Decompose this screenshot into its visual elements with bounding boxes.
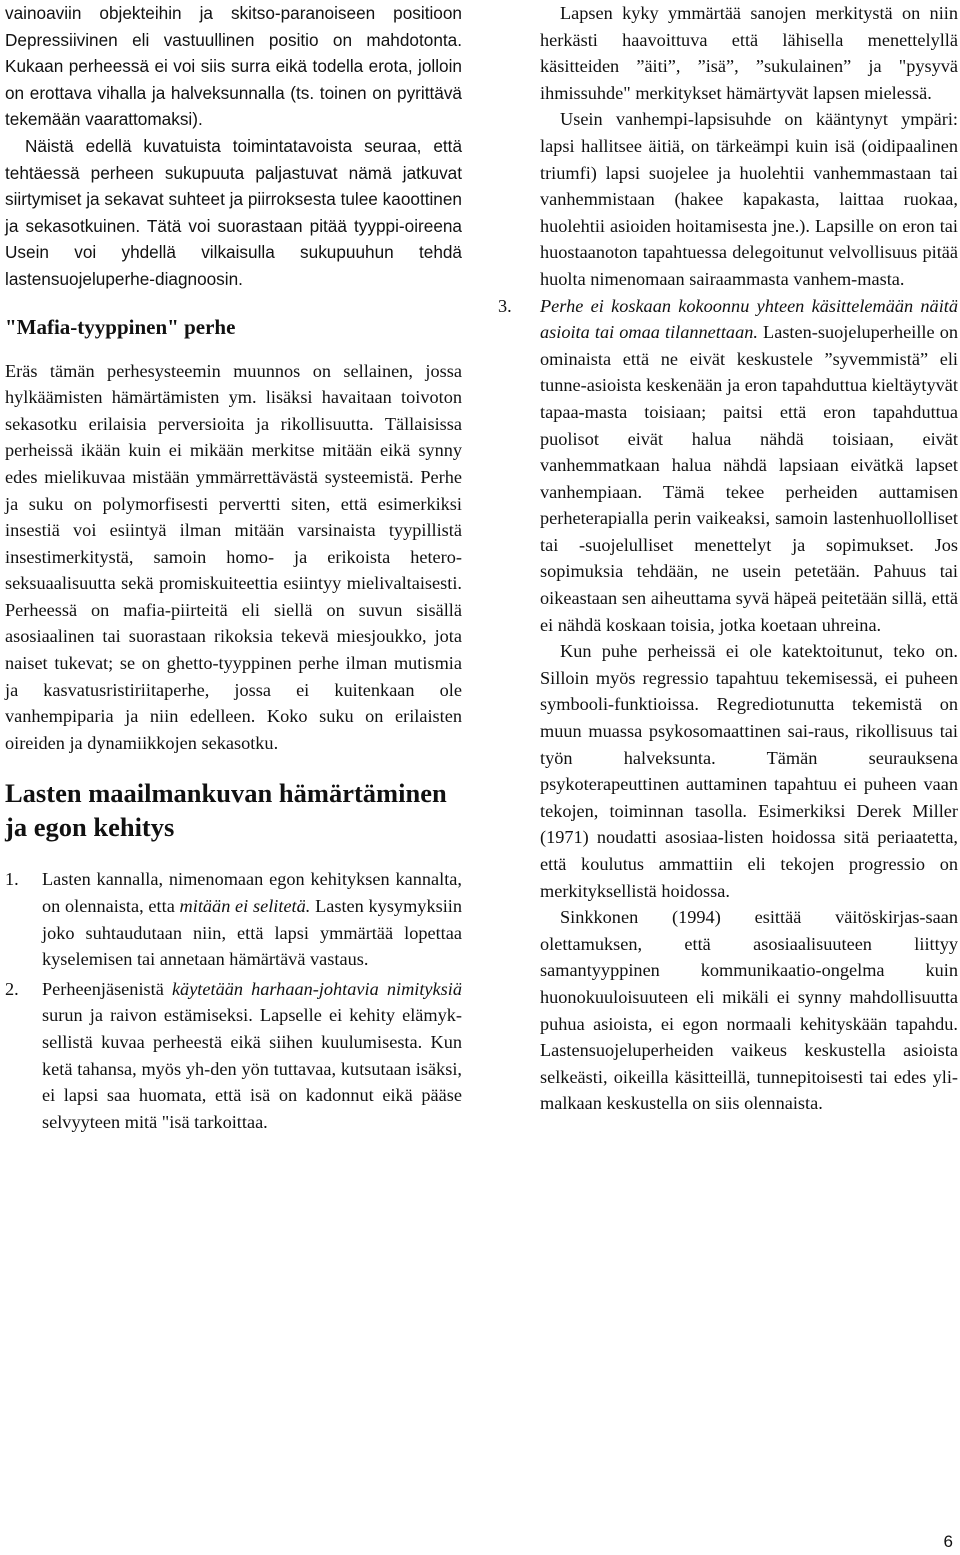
list-item <box>5 866 462 972</box>
list-number: 2. <box>5 978 19 999</box>
list-item-text: Lasten-suojeluperheille on ominaista että ne eivät keskustele ”syvemmistä” eli tunne-asioista keskenään ja eron tapahduttua kieltäytyvät tapaa-masta toisiaan; paitsi että eron tapahduttua puolisot eivät halua nähdä toisiaan, eivät vanhemmatkaan halua nähdä lapsiaan eivätkä lapset vanhempiaan. Tämä tekee perheiden auttamisen perheterapialla perin vaikeaksi, samoin lastenhuollolliset tai -suojelulliset menettelyt ja sopimukset. Jos sopimuksia tehdään, ne usein petetään. Pahuus tai oikeastaan sen aiheuttama syvä häpeä peitetään sillä, että ei nähdä koskaan toisia, jotka koetaan uhreina. <box>540 322 958 635</box>
numbered-list-right <box>498 293 958 639</box>
numbered-list-left <box>5 866 462 1135</box>
right-paragraph-4: Kun puhe perheissä ei ole katektoitunut, teko on. Silloin myös regressio tapahtuu tekemisessä, ei puheen symbooli-funktioissa. Regrediotunutta tekemistä on muun muassa psykosomaattinen sai-raus, rikollisuus tai työn halveksunta. Tämän seurauksena psykoterapeuttinen auttaminen tapahtuu ei puheen vaan tekojen, toiminnan tasolla. Esimerkiksi Derek Miller (1971) noudatti asosiaa-listen hoidossa sitä periaatetta, että koulutus ammattiin eli tekojen progressio on merkityksellistä hoidossa. <box>540 641 958 901</box>
list-item-emphasis: käytetään harhaan-johtavia nimityksiä <box>171 978 462 999</box>
list-item <box>5 976 462 1136</box>
list-item-emphasis: Perhe ei koskaan kokoonnu yhteen käsittelemään näitä asioita tai omaa tilannettaan. <box>540 295 958 343</box>
right-paragraph-2: Usein vanhempi-lapsisuhde on kääntynyt ympäri: lapsi hallitsee äitiä, on tärkeämpi kuin isä (oidipaalinen triumfi) lapsi suojelee ja huolehtii vanhemmastaan tai vanhemmistaan (hakee kapakasta, laittaa ruokaa, huolehtii asioiden hoitamisesta jne.). Lapsille on eron tai huostaanoton tapahtuessa delegoitunut velvollisuus pitää huolta nimenomaan sairaammasta vanhem-masta. <box>540 109 958 289</box>
list-item-text: Lasten kannalla, nimenomaan egon kehityksen kannalta, on olennaista, etta <box>42 869 462 917</box>
left-paragraph-2: Näistä edellä kuvatuista toimintatavoista seuraa, että tehtäessä perheen sukupuuta paljastuvat nämä jatkuvat siirtymiset ja sekavat suhteet ja piirroksesta tulee kaoottinen ja sekasotkuinen. Tätä voi suorastaan pitää tyyppi-oireena Usein voi yhdellä vilkaisulla sukupuuhun tehdä lastensuojeluperhe-diagnoosin. <box>5 135 462 289</box>
right-paragraph-5: Sinkkonen (1994) esittää väitöskirjas-saan olettamuksen, että asosiaalisuuteen liittyy samantyyppinen kommunikaatio-ongelma kuin huonokuuloisuuteen eli mikäli ei synny mahdollisuutta puhua asioista, ei egon normaali kehityskään tapahdu. Lastensuojeluperheiden vaikeus keskustella asioista selkeästi, oikeilla käsitteillä, tunnepitoisesti tai edes yli-malkaan keskustella on siis olennaista. <box>540 907 958 1114</box>
heading-childrens-worldview: Lasten maailmankuvan hämärtäminen ja egon kehitys <box>5 778 447 843</box>
left-paragraph-1: vainoaviin objekteihin ja skitso-paranoiseen positioon Depressiivinen eli vastuullinen positio on mahdotonta. Kukaan perheessä ei voi siis surra eikä todella erota, jolloin on erottava vihalla ja halveksunnalla (ts. toinen on pyrittävä tekemään vaarattomaksi). <box>5 3 462 130</box>
list-item-text: Lasten kysymyksiin joko suhtaudutaan niin, että lapsi ymmärtää lopettaa kyselemisen tai annetaan hämärtävä vastaus. <box>42 896 462 970</box>
list-item-text: Perheenjäsenistä <box>42 978 172 999</box>
right-column <box>498 0 958 1117</box>
list-item-text: surun ja raivon estämiseksi. Lapselle ei kehity elämyk-sellistä kuvaa perheestä eikä siihen kuulumisesta. Kun ketä tahansa, myös yh-den yön tuttavaa, kutsutaan isäksi, ei lapsi saa huomata, että isä on kadonnut eikä pääse selvyyteen mitä "isä tarkoittaa. <box>42 1005 462 1132</box>
list-item-emphasis: mitään ei selitetä. <box>179 896 311 917</box>
left-paragraph-3: Eräs tämän perhesysteemin muunnos on sellainen, jossa hylkäämisten hämärtämisten ym. lisäksi havaitaan toivoton sekasotku erilaisia perversioita ja rikollisuutta. Tällaisissa perheissä ikään kuin ei mikään merkitse mitään eikä synny edes mielikuvaa mistään ymmärrettävästä systeemistä. Perhe ja suku on polymorfisesti pervertti siten, että esimerkiksi insestiä voi esiintyä ilman mitään varsinaista tyypillistä insestimerkitystä, samoin homo- ja erikoista hetero-seksuaalisuutta sekä promiskuiteettia esiintyy mielivaltaisesti. Perheessä on mafia-piirteitä eli siellä on suvun sisällä asosiaalinen tai suorastaan rikoksia tekevä miesjoukko, jota naiset tukevat; se on ghetto-tyyppinen perhe ilman mutismia ja kasvatusristiriitaperhe, jossa ei kuitenkaan ole vanhempiparia ja niin edelleen. Koko suku on erilaisten oireiden ja dynamiikkojen sekasotku. <box>5 360 462 753</box>
list-item <box>498 293 958 639</box>
heading-mafia-family: "Mafia-tyyppinen" perhe <box>5 314 236 339</box>
page-number: 6 <box>943 1532 953 1551</box>
left-column <box>5 0 462 1135</box>
list-number: 3. <box>498 295 512 316</box>
list-number: 1. <box>5 869 19 890</box>
right-paragraph-1: Lapsen kyky ymmärtää sanojen merkitystä on niin herkästi haavoittuva että lähisella menettelyllä käsitteiden ”äiti”, ”isä”, ”sukulainen” ja "pysyvä ihmissuhde" merkitykset hämärtyvät lapsen mielessä. <box>540 3 958 103</box>
